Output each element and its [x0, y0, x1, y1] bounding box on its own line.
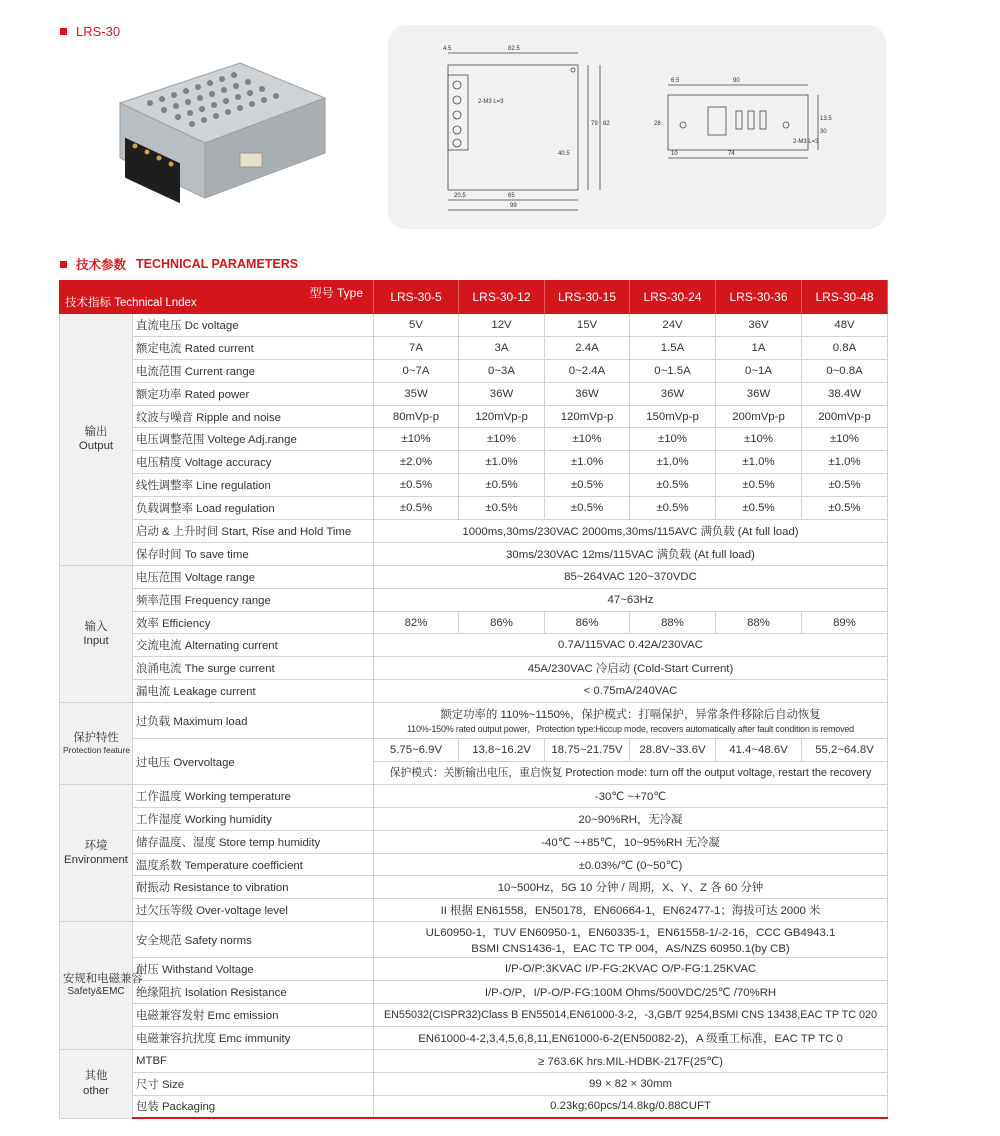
param-value: EN55032(CISPR32)Class B EN55014,EN61000-3-2，-3,GB/T 9254,BSMI CNS 13438,EAC TP TC 020	[374, 1004, 888, 1027]
screw-label: 2-M3 L=3	[478, 99, 504, 105]
table-row	[60, 1026, 888, 1049]
param-value: 3A	[459, 336, 545, 359]
param-value: 28.8V~33.6V	[630, 739, 716, 762]
dim-bottom-1: 20.5	[454, 193, 466, 199]
side-right-dim-2: 30	[820, 129, 827, 135]
category-cn: 其他	[84, 1070, 108, 1083]
param-name: 过负载 Maximum load	[133, 703, 374, 739]
param-value: 13.8~16.2V	[459, 739, 545, 762]
param-value: ±2.0%	[374, 451, 459, 474]
param-value: 0~0.8A	[802, 359, 888, 382]
dimension-drawing-panel	[388, 25, 886, 229]
param-name: 工作湿度 Working humidity	[133, 807, 374, 830]
dim-left: 4.5	[443, 46, 452, 52]
table-row	[60, 1095, 888, 1118]
table-header-row	[60, 281, 888, 314]
bullet-square-icon	[60, 261, 67, 268]
section-heading	[60, 255, 298, 273]
table-row	[60, 474, 888, 497]
table-row	[60, 314, 888, 337]
param-value: 0~3A	[459, 359, 545, 382]
dim-right-3: 40.5	[558, 151, 570, 157]
param-name: 包装 Packaging	[133, 1095, 374, 1118]
param-value: 1A	[716, 336, 802, 359]
param-name: 电压调整范围 Voltege Adj.range	[133, 428, 374, 451]
param-value: ±10%	[374, 428, 459, 451]
param-value: 5V	[374, 314, 459, 337]
param-name: 安全规范 Safety norms	[133, 922, 374, 958]
side-left-dim: 6.5	[671, 78, 680, 84]
param-value: 82%	[374, 611, 459, 634]
section-heading-en: TECHNICAL PARAMETERS	[136, 257, 299, 271]
table-row	[60, 830, 888, 853]
category-input	[60, 565, 133, 702]
type-label: 型号 Type	[309, 286, 363, 300]
category-en: Environment	[64, 854, 128, 867]
param-value: I/P-O/P，I/P-O/P-FG:100M Ohms/500VDC/25℃ /70%RH	[374, 981, 888, 1004]
category-cn: 安规和电磁兼容	[63, 973, 143, 986]
side-mid-dim: 74	[728, 151, 735, 157]
table-row	[60, 542, 888, 565]
param-value: ±0.5%	[374, 497, 459, 520]
table-row	[60, 451, 888, 474]
param-name: 储存温度、湿度 Store temp humidity	[133, 830, 374, 853]
product-title	[60, 24, 120, 39]
param-value: 80mVp-p	[374, 405, 459, 428]
param-value: ±1.0%	[545, 451, 630, 474]
param-value: 12V	[459, 314, 545, 337]
dim-top: 82.5	[508, 46, 520, 52]
param-value: < 0.75mA/240VAC	[374, 680, 888, 703]
param-value: ±0.5%	[716, 474, 802, 497]
category-environment	[60, 784, 133, 921]
category-en: other	[83, 1084, 109, 1097]
bullet-square-icon	[60, 28, 67, 35]
param-value: 120mVp-p	[545, 405, 630, 428]
param-value: ≥ 763.6K hrs.MIL-HDBK-217F(25℃)	[374, 1049, 888, 1072]
param-value: 36W	[630, 382, 716, 405]
param-value: 24V	[630, 314, 716, 337]
param-value: 保护模式：关断输出电压，重启恢复 Protection mode: turn off the output voltage, restart the recovery	[374, 762, 888, 785]
table-row	[60, 958, 888, 981]
category-en: Input	[83, 634, 109, 647]
param-value: ±1.0%	[459, 451, 545, 474]
param-value: 0~7A	[374, 359, 459, 382]
param-value: 36V	[716, 314, 802, 337]
param-name: 温度系数 Temperature coefficient	[133, 853, 374, 876]
side-bottom-dim: 10	[671, 151, 678, 157]
param-value: 35W	[374, 382, 459, 405]
dim-total-width: 99	[510, 203, 517, 209]
side-screw-label: 2-M3 L=3	[793, 139, 819, 145]
param-value: 0.8A	[802, 336, 888, 359]
header-corner-cell	[60, 281, 374, 314]
table-row	[60, 497, 888, 520]
model-header: LRS-30-24	[630, 281, 716, 314]
param-value: II 根据 EN61558，EN50178，EN60664-1，EN62477-1；海拔可达 2000 米	[374, 899, 888, 922]
index-label: 技术指标 Technical Lndex	[65, 297, 197, 309]
param-value: ±1.0%	[716, 451, 802, 474]
param-value: I/P-O/P:3KVAC I/P-FG:2KVAC O/P-FG:1.25KVAC	[374, 958, 888, 981]
table-row	[60, 359, 888, 382]
param-value: ±10%	[630, 428, 716, 451]
param-value: 200mVp-p	[716, 405, 802, 428]
category-protection	[60, 703, 133, 785]
param-value: ±0.5%	[459, 497, 545, 520]
model-header: LRS-30-48	[802, 281, 888, 314]
param-value: -30℃ ~+70℃	[374, 784, 888, 807]
category-safety	[60, 922, 143, 1050]
param-value: ±0.5%	[802, 474, 888, 497]
param-name: 额定功率 Rated power	[133, 382, 374, 405]
dim-right-1: 79	[591, 121, 598, 127]
table-row	[60, 981, 888, 1004]
param-name: 频率范围 Frequency range	[133, 588, 374, 611]
category-en: Safety&EMC	[67, 986, 125, 998]
param-name: MTBF	[133, 1049, 374, 1072]
param-value: ±0.5%	[802, 497, 888, 520]
param-value: 5.75~6.9V	[374, 739, 459, 762]
param-value: ±1.0%	[802, 451, 888, 474]
param-value: 36W	[459, 382, 545, 405]
param-value: 1000ms,30ms/230VAC 2000ms,30ms/115AVC 满负载 (At full load)	[374, 520, 888, 543]
param-value: ±1.0%	[630, 451, 716, 474]
param-value: 0~2.4A	[545, 359, 630, 382]
category-en: Output	[78, 440, 114, 453]
param-value-sub: 110%-150% rated output power，Protection type:Hiccup mode, recovers automatically after fault condition is removed	[407, 724, 854, 735]
param-value: 15V	[545, 314, 630, 337]
param-value: 18.75~21.75V	[545, 739, 630, 762]
param-name: 漏电流 Leakage current	[133, 680, 374, 703]
table-row	[60, 520, 888, 543]
param-value: 36W	[545, 382, 630, 405]
param-value: 0~1A	[716, 359, 802, 382]
side-top-dim: 90	[733, 78, 740, 84]
param-value: 0~1.5A	[630, 359, 716, 382]
table-row	[60, 1004, 888, 1027]
param-name: 电流范围 Current range	[133, 359, 374, 382]
param-value: ±10%	[545, 428, 630, 451]
table-row	[60, 611, 888, 634]
param-name: 线性调整率 Line regulation	[133, 474, 374, 497]
param-name: 额定电流 Rated current	[133, 336, 374, 359]
param-value: 7A	[374, 336, 459, 359]
param-name: 纹波与噪音 Ripple and noise	[133, 405, 374, 428]
param-name: 效率 Efficiency	[133, 611, 374, 634]
table-row	[60, 899, 888, 922]
param-value: ±10%	[802, 428, 888, 451]
table-row	[60, 588, 888, 611]
param-value: 88%	[630, 611, 716, 634]
param-value: ±0.5%	[459, 474, 545, 497]
model-header: LRS-30-5	[374, 281, 459, 314]
param-value: 47~63Hz	[374, 588, 888, 611]
param-value: 2.4A	[545, 336, 630, 359]
param-name: 直流电压 Dc voltage	[133, 314, 374, 337]
model-header: LRS-30-36	[716, 281, 802, 314]
category-other	[60, 1049, 133, 1118]
table-row	[60, 876, 888, 899]
param-value: 45A/230VAC 冷启动 (Cold-Start Current)	[374, 657, 888, 680]
param-name: 启动 & 上升时间 Start, Rise and Hold Time	[133, 520, 374, 543]
param-value: 38.4W	[802, 382, 888, 405]
param-value: 200mVp-p	[802, 405, 888, 428]
param-value: 额定功率的 110%~1150%，保护模式：打嗝保护，异常条件移除后自动恢复	[440, 709, 821, 722]
param-value-group	[374, 922, 888, 958]
table-row	[60, 853, 888, 876]
table-row	[60, 634, 888, 657]
param-value: -40℃ ~+85℃，10~95%RH 无冷凝	[374, 830, 888, 853]
param-value: 88%	[716, 611, 802, 634]
category-cn: 输出	[84, 426, 108, 439]
param-value: UL60950-1，TUV EN60950-1，EN60335-1，EN61558-1/-2-16，CCC GB4943.1	[425, 926, 836, 939]
table-row	[60, 382, 888, 405]
table-row	[60, 680, 888, 703]
param-value: 10~500Hz，5G 10 分钟 / 周期，X、Y、Z 各 60 分钟	[374, 876, 888, 899]
param-name: 过欠压等级 Over-voltage level	[133, 899, 374, 922]
param-value: ±0.5%	[545, 497, 630, 520]
table-row	[60, 739, 888, 762]
table-row	[60, 405, 888, 428]
table-row	[60, 922, 888, 958]
param-value: 55.2~64.8V	[802, 739, 888, 762]
param-name: 负载调整率 Load regulation	[133, 497, 374, 520]
param-name: 保存时间 To save time	[133, 542, 374, 565]
dimension-drawing	[388, 25, 886, 229]
param-value: 99 × 82 × 30mm	[374, 1072, 888, 1095]
param-value: 0.23kg;60pcs/14.8kg/0.88CUFT	[374, 1095, 888, 1118]
param-value: 150mVp-p	[630, 405, 716, 428]
technical-parameters-table	[59, 280, 888, 1119]
param-value: ±0.03%/℃ (0~50℃)	[374, 853, 888, 876]
table-row	[60, 1072, 888, 1095]
param-value-sub: BSMI CNS1436-1，EAC TC TP 004，AS/NZS 60950.1(by CB)	[471, 942, 790, 955]
section-heading-cn: 技术参数	[76, 258, 127, 272]
category-cn: 环境	[84, 839, 108, 852]
param-value: EN61000-4-2,3,4,5,6,8,11,EN61000-6-2(EN50082-2)，A 级重工标准，EAC TP TC 0	[374, 1026, 888, 1049]
param-value: 85~264VAC 120~370VDC	[374, 565, 888, 588]
param-name: 电磁兼容发射 Emc emission	[133, 1004, 374, 1027]
dim-right-2: 82	[603, 121, 610, 127]
table-row	[60, 336, 888, 359]
param-value: ±0.5%	[630, 497, 716, 520]
category-output	[60, 314, 133, 566]
param-value: 30ms/230VAC 12ms/115VAC 满负载 (At full load)	[374, 542, 888, 565]
param-name: 耐振动 Resistance to vibration	[133, 876, 374, 899]
param-name: 浪涌电流 The surge current	[133, 657, 374, 680]
param-value: ±10%	[459, 428, 545, 451]
dim-bottom-2: 65	[508, 193, 515, 199]
param-value: ±0.5%	[374, 474, 459, 497]
param-value: 120mVp-p	[459, 405, 545, 428]
param-name: 交流电流 Alternating current	[133, 634, 374, 657]
table-row	[60, 428, 888, 451]
param-value: 1.5A	[630, 336, 716, 359]
param-value: 0.7A/115VAC 0.42A/230VAC	[374, 634, 888, 657]
param-name: 电压精度 Voltage accuracy	[133, 451, 374, 474]
param-value: ±0.5%	[716, 497, 802, 520]
param-value: 86%	[545, 611, 630, 634]
param-name: 尺寸 Size	[133, 1072, 374, 1095]
param-value-group	[374, 703, 888, 739]
param-name: 绝缘阻抗 Isolation Resistance	[133, 981, 374, 1004]
param-value: 48V	[802, 314, 888, 337]
table-row	[60, 657, 888, 680]
param-value: ±0.5%	[545, 474, 630, 497]
model-header: LRS-30-12	[459, 281, 545, 314]
param-value: 36W	[716, 382, 802, 405]
product-title-text: LRS-30	[76, 24, 121, 39]
category-cn: 保护特性	[73, 732, 119, 745]
param-value: 41.4~48.6V	[716, 739, 802, 762]
model-header: LRS-30-15	[545, 281, 630, 314]
table-row	[60, 807, 888, 830]
param-value: 89%	[802, 611, 888, 634]
table-row	[60, 565, 888, 588]
side-height-dim: 28	[654, 121, 661, 127]
param-value: ±0.5%	[630, 474, 716, 497]
param-name: 耐压 Withstand Voltage	[133, 958, 374, 981]
param-name: 电压范围 Voltage range	[133, 565, 374, 588]
category-cn: 输入	[84, 620, 108, 633]
product-photo	[100, 48, 330, 208]
table-row	[60, 703, 888, 739]
param-value: ±10%	[716, 428, 802, 451]
param-name: 工作温度 Working temperature	[133, 784, 374, 807]
param-name: 过电压 Overvoltage	[133, 739, 374, 785]
param-value: 20~90%RH，无冷凝	[374, 807, 888, 830]
param-name: 电磁兼容抗扰度 Emc immunity	[133, 1026, 374, 1049]
side-right-dim-1: 13.5	[820, 116, 832, 122]
param-value: 86%	[459, 611, 545, 634]
category-en: Protection feature	[63, 745, 131, 756]
table-row	[60, 1049, 888, 1072]
table-row	[60, 784, 888, 807]
